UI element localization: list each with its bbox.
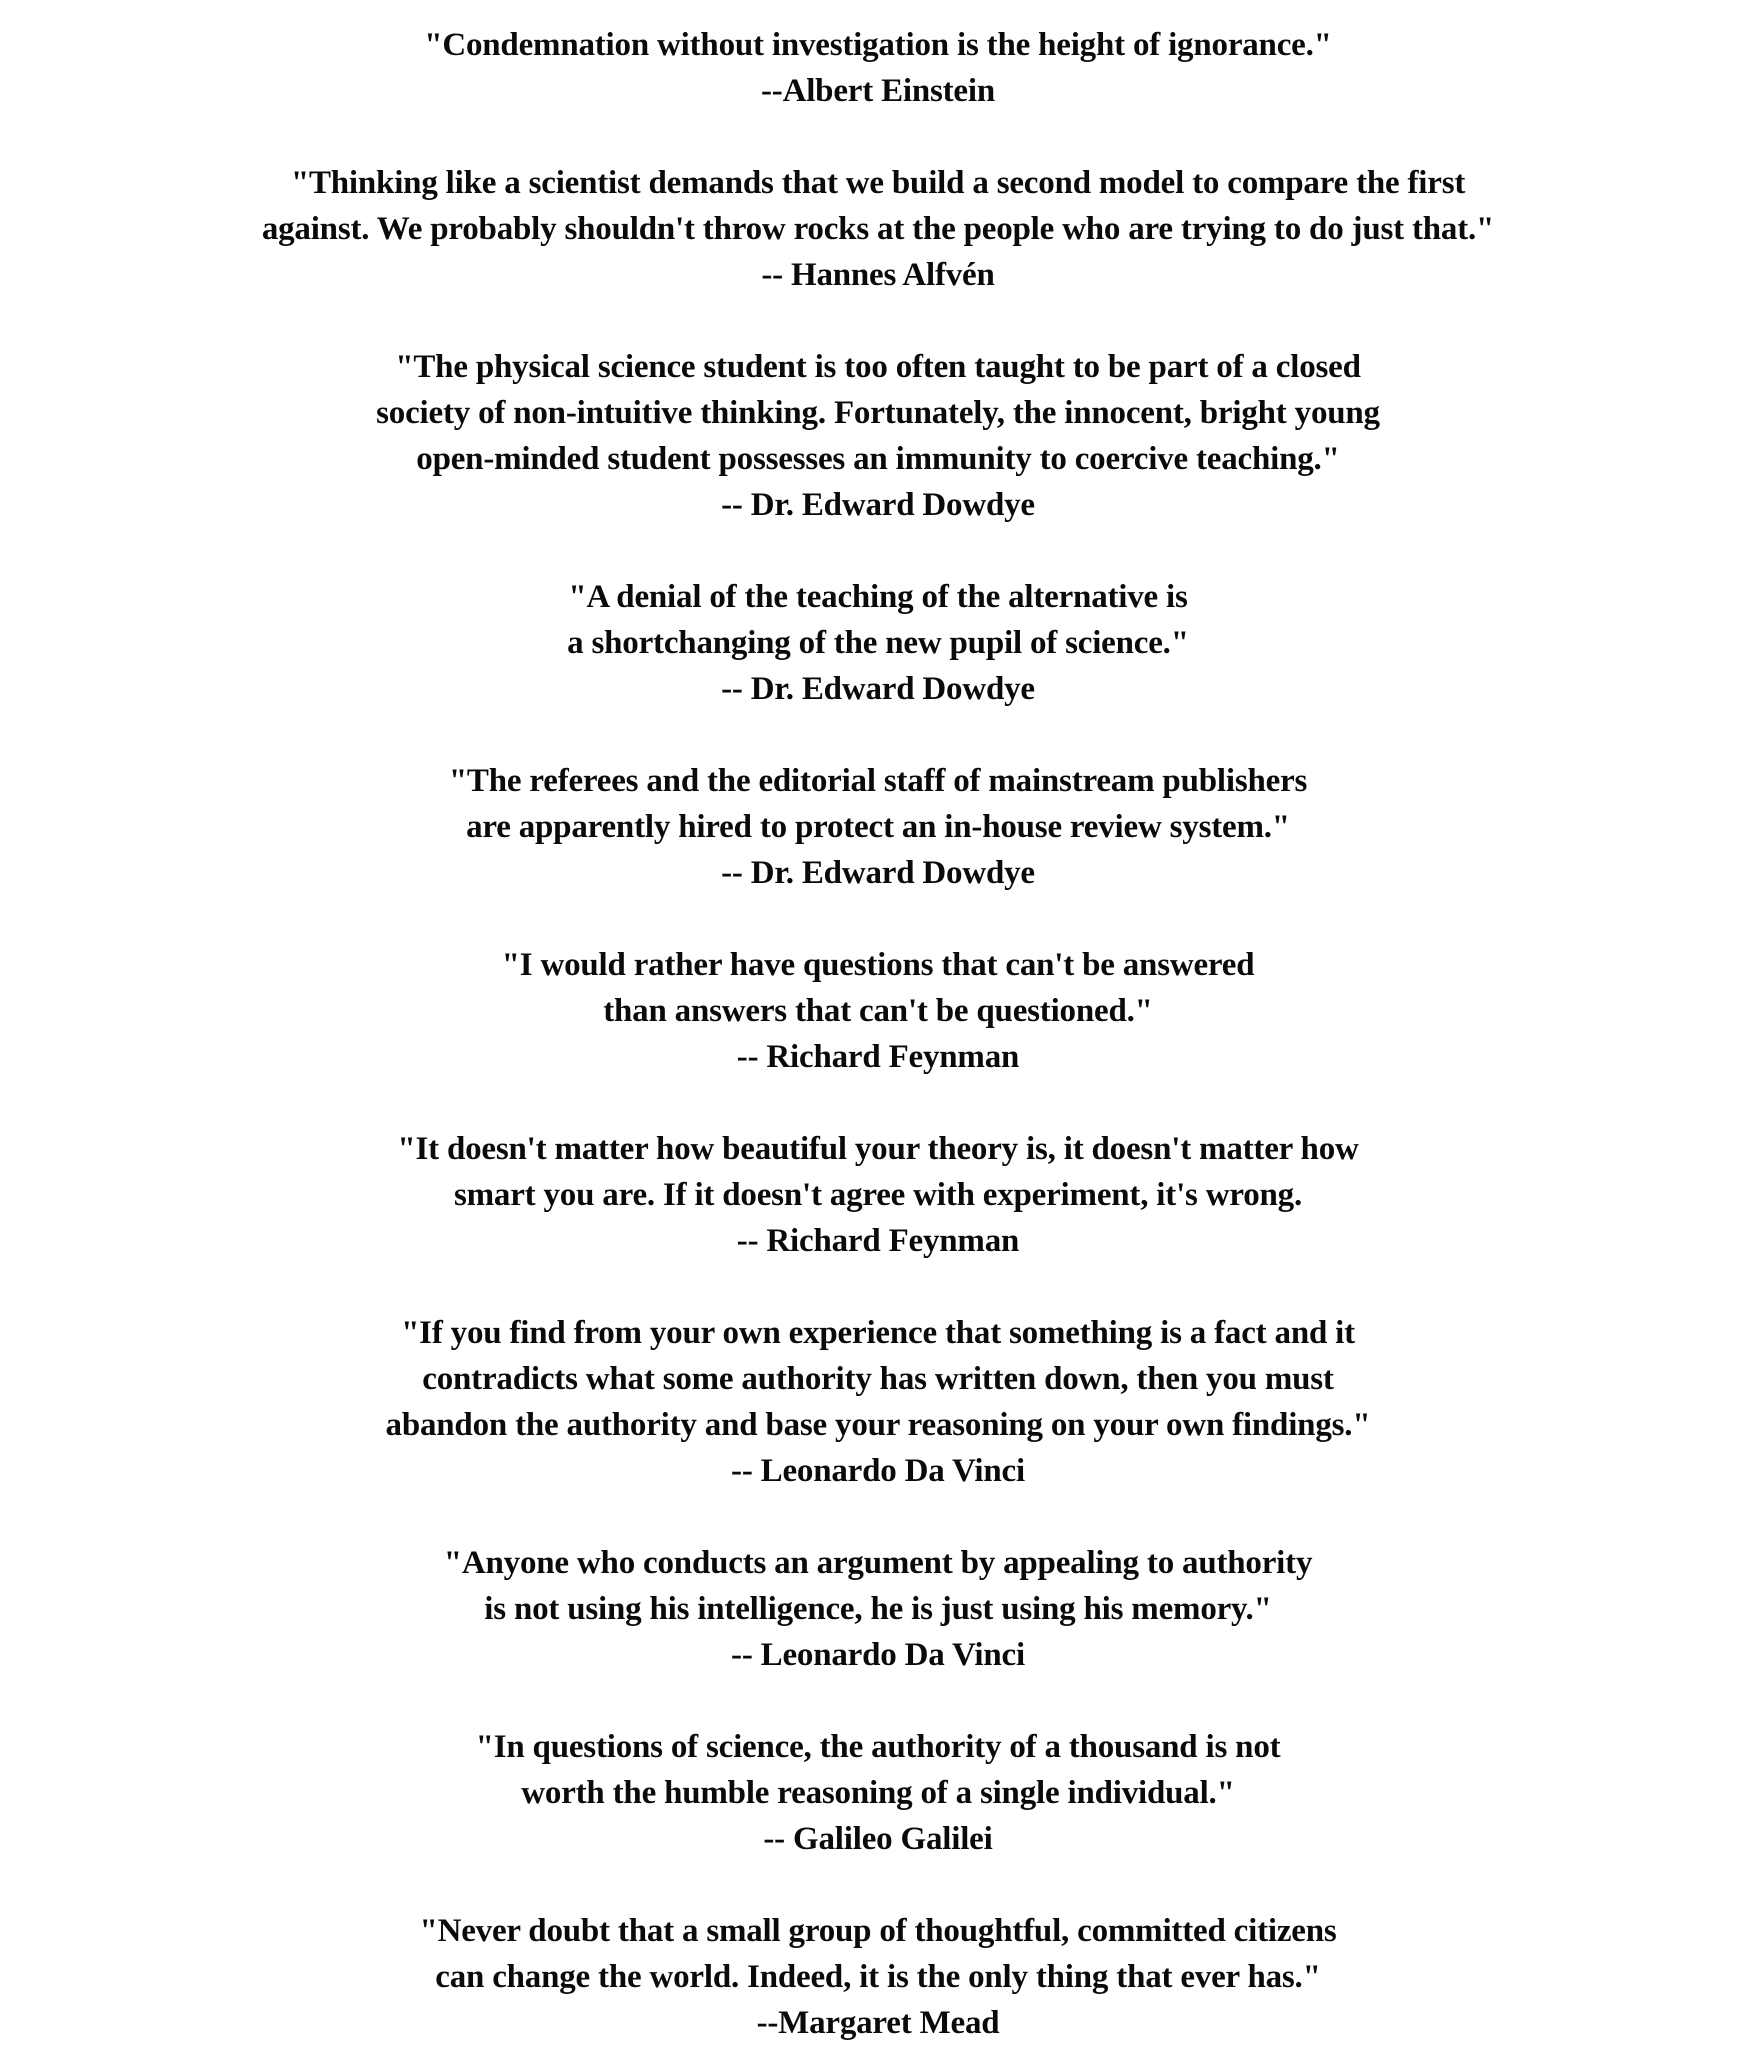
quote-block	[0, 22, 1756, 114]
quote-line: against. We probably shouldn't throw rocks at the people who are trying to do just that."	[261, 211, 1495, 247]
quote-block	[0, 1908, 1756, 2046]
quote-block	[0, 1126, 1756, 1264]
quote-line: "If you find from your own experience that something is a fact and it	[401, 1315, 1355, 1351]
quote-block	[0, 1724, 1756, 1862]
quote-block	[0, 344, 1756, 528]
quote-attribution: --Albert Einstein	[761, 73, 995, 109]
quote-line: open-minded student possesses an immunity to coercive teaching."	[416, 441, 1340, 477]
quote-attribution: -- Leonardo Da Vinci	[731, 1453, 1025, 1489]
quote-block	[0, 1540, 1756, 1678]
quote-line: contradicts what some authority has written down, then you must	[422, 1361, 1334, 1397]
quote-block	[0, 942, 1756, 1080]
quote-line: "Never doubt that a small group of thoughtful, committed citizens	[419, 1913, 1337, 1949]
quote-block	[0, 574, 1756, 712]
quote-block	[0, 1310, 1756, 1494]
quote-line: "A denial of the teaching of the alternative is	[568, 579, 1188, 615]
quote-line: is not using his intelligence, he is just using his memory."	[484, 1591, 1272, 1627]
quote-attribution: -- Dr. Edward Dowdye	[721, 855, 1035, 891]
quote-attribution: -- Dr. Edward Dowdye	[721, 671, 1035, 707]
quote-line: "In questions of science, the authority of a thousand is not	[475, 1729, 1281, 1765]
quote-attribution: -- Richard Feynman	[736, 1223, 1020, 1259]
quote-line: society of non-intuitive thinking. Fortunately, the innocent, bright young	[376, 395, 1380, 431]
quote-attribution: -- Galileo Galilei	[763, 1821, 993, 1857]
quote-line: "The referees and the editorial staff of mainstream publishers	[448, 763, 1308, 799]
quote-line: "Anyone who conducts an argument by appealing to authority	[443, 1545, 1313, 1581]
quotes-list	[0, 22, 1756, 2046]
quote-attribution: -- Hannes Alfvén	[761, 257, 995, 293]
quote-line: can change the world. Indeed, it is the only thing that ever has."	[435, 1959, 1321, 1995]
quote-line: than answers that can't be questioned."	[603, 993, 1153, 1029]
quote-line: "It doesn't matter how beautiful your theory is, it doesn't matter how	[397, 1131, 1359, 1167]
quote-line: abandon the authority and base your reasoning on your own findings."	[385, 1407, 1371, 1443]
quote-line: "Thinking like a scientist demands that we build a second model to compare the first	[290, 165, 1466, 201]
quote-line: a shortchanging of the new pupil of science."	[567, 625, 1189, 661]
quote-attribution: -- Leonardo Da Vinci	[731, 1637, 1025, 1673]
quote-block	[0, 758, 1756, 896]
quote-line: smart you are. If it doesn't agree with experiment, it's wrong.	[453, 1177, 1303, 1213]
quote-line: "Condemnation without investigation is the height of ignorance."	[424, 27, 1332, 63]
quote-attribution: -- Dr. Edward Dowdye	[721, 487, 1035, 523]
quote-line: are apparently hired to protect an in-house review system."	[466, 809, 1290, 845]
quote-block	[0, 160, 1756, 298]
quote-line: "I would rather have questions that can't be answered	[501, 947, 1255, 983]
quote-line: worth the humble reasoning of a single individual."	[521, 1775, 1235, 1811]
quote-attribution: -- Richard Feynman	[736, 1039, 1020, 1075]
quote-line: "The physical science student is too often taught to be part of a closed	[395, 349, 1361, 385]
quote-attribution: --Margaret Mead	[756, 2005, 1000, 2041]
